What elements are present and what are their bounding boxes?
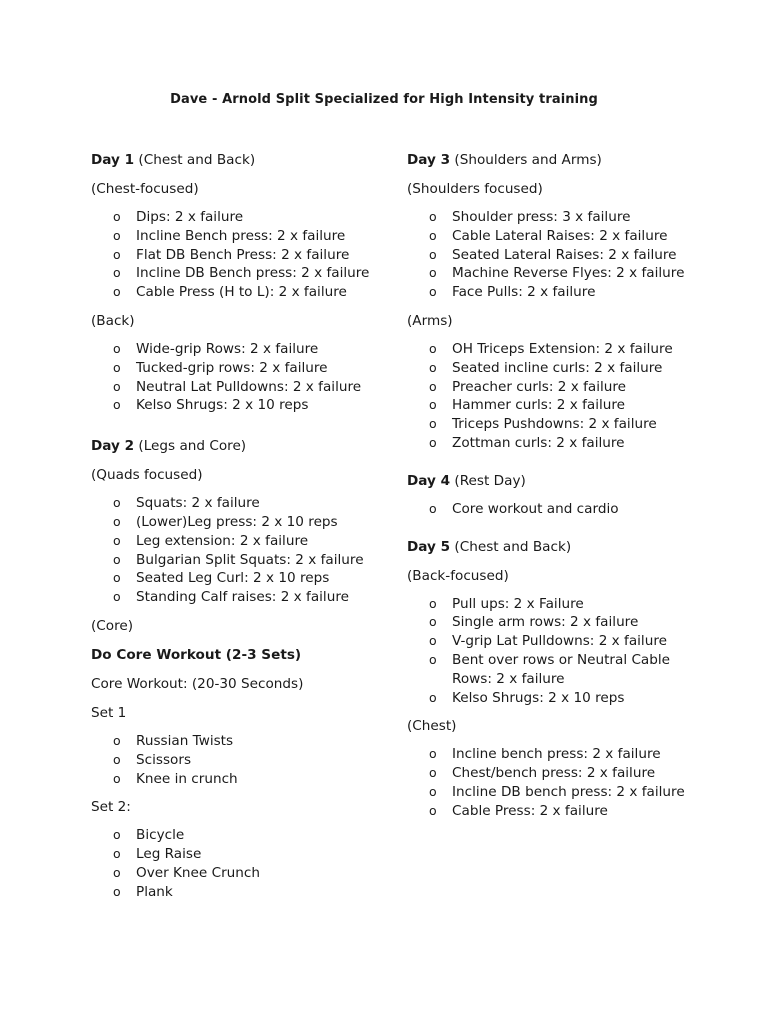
exercise-text: Standing Calf raises: 2 x failure (136, 589, 349, 606)
exercise-item (407, 434, 707, 453)
exercise-text: Flat DB Bench Press: 2 x failure (136, 246, 350, 263)
bullet-icon: o (429, 689, 437, 705)
left-column (91, 150, 391, 902)
bullet-icon: o (429, 265, 437, 281)
exercise-text: Seated incline curls: 2 x failure (452, 359, 663, 376)
bullet-icon: o (429, 651, 437, 667)
exercise-text: Leg Raise (136, 846, 202, 863)
bullet-icon: o (429, 209, 437, 224)
exercise-text: Bulgarian Split Squats: 2 x failure (136, 551, 364, 568)
exercise-list (91, 340, 391, 415)
exercise-item (407, 500, 707, 519)
day-5-heading (407, 537, 707, 557)
exercise-item (91, 208, 391, 227)
exercise-item (407, 227, 707, 246)
exercise-text: Leg extension: 2 x failure (136, 532, 309, 549)
exercise-text: Core workout and cardio (452, 500, 619, 517)
bullet-icon: o (429, 765, 437, 781)
day-3-heading (407, 150, 707, 170)
exercise-item (407, 745, 707, 764)
exercise-item (91, 264, 391, 283)
spacer (407, 519, 707, 537)
bullet-icon: o (113, 265, 121, 281)
exercise-item (91, 751, 391, 770)
bullet-icon: o (113, 359, 121, 375)
exercise-item (91, 883, 391, 902)
spacer (91, 415, 391, 436)
exercise-item (407, 651, 707, 689)
exercise-list (407, 500, 707, 519)
day-label: Day 3 (407, 152, 451, 168)
day-description: (Legs and Core) (134, 438, 247, 455)
section-label: (Back-focused) (407, 567, 509, 584)
bullet-icon: o (429, 500, 437, 516)
bullet-icon: o (429, 359, 437, 375)
bullet-icon: o (113, 532, 121, 548)
day-description: (Shoulders and Arms) (450, 152, 602, 168)
bullet-icon: o (429, 746, 437, 762)
section-label: (Core) (91, 617, 134, 634)
exercise-item (91, 588, 391, 607)
exercise-text: Cable Lateral Raises: 2 x failure (452, 227, 668, 244)
exercise-item (407, 359, 707, 378)
exercise-text: Incline Bench press: 2 x failure (136, 227, 346, 244)
exercise-text: Knee in crunch (136, 770, 238, 787)
bullet-icon: o (113, 551, 121, 567)
exercise-item (91, 494, 391, 513)
exercise-text: Dips: 2 x failure (136, 209, 244, 225)
exercise-item (407, 264, 707, 283)
bullet-icon: o (113, 495, 121, 511)
bullet-icon: o (113, 378, 121, 394)
exercise-item (91, 340, 391, 359)
exercise-item (91, 551, 391, 570)
exercise-item (91, 359, 391, 378)
exercise-item (407, 396, 707, 415)
section-label: (Chest-focused) (91, 181, 199, 197)
day-label: Day 2 (91, 438, 135, 455)
exercise-item (91, 396, 391, 415)
exercise-item (407, 208, 707, 227)
exercise-text: Incline DB bench press: 2 x failure (452, 783, 685, 800)
exercise-text: Triceps Pushdowns: 2 x failure (452, 416, 657, 433)
section-label: (Arms) (407, 312, 453, 329)
bullet-icon: o (113, 751, 121, 767)
exercise-text: Chest/bench press: 2 x failure (452, 765, 656, 782)
exercise-item (407, 595, 707, 614)
exercise-text: Plank (136, 883, 173, 900)
bullet-icon: o (429, 614, 437, 630)
exercise-item (407, 632, 707, 651)
exercise-item (407, 415, 707, 434)
bullet-icon: o (429, 227, 437, 243)
bullet-icon: o (429, 246, 437, 262)
section-label: (Quads focused) (91, 467, 203, 484)
exercise-text: Zottman curls: 2 x failure (452, 434, 625, 451)
bullet-icon: o (113, 227, 121, 243)
exercise-item (407, 246, 707, 265)
exercise-text: Preacher curls: 2 x failure (452, 378, 627, 395)
exercise-item (407, 764, 707, 783)
exercise-list (91, 732, 391, 788)
day-description: (Chest and Back) (134, 152, 256, 168)
exercise-item (91, 864, 391, 883)
exercise-list (407, 340, 707, 453)
exercise-text: Pull ups: 2 x Failure (452, 595, 584, 612)
exercise-text: Hammer curls: 2 x failure (452, 397, 626, 414)
exercise-item (91, 845, 391, 864)
bullet-icon: o (429, 284, 437, 300)
exercise-text: Cable Press: 2 x failure (452, 802, 608, 819)
exercise-item (91, 732, 391, 751)
exercise-text: Bent over rows or Neutral Cable Rows: 2 x failure (452, 651, 671, 687)
exercise-text: Kelso Shrugs: 2 x 10 reps (136, 397, 309, 414)
exercise-text: Seated Leg Curl: 2 x 10 reps (136, 570, 330, 587)
bullet-icon: o (113, 570, 121, 586)
core-workout-line: Core Workout: (20-30 Seconds) (91, 675, 304, 692)
exercise-list (407, 745, 707, 820)
exercise-item (407, 802, 707, 821)
exercise-item (91, 246, 391, 265)
day-1-heading (91, 150, 391, 170)
exercise-item (91, 532, 391, 551)
bullet-icon: o (429, 416, 437, 432)
document-title: Dave - Arnold Split Specialized for High Intensity training (170, 92, 598, 107)
set-label: Set 1 (91, 704, 127, 721)
exercise-item (91, 569, 391, 588)
exercise-text: Seated Lateral Raises: 2 x failure (452, 246, 677, 263)
day-label: Day 5 (407, 538, 451, 555)
bullet-icon: o (113, 827, 121, 843)
exercise-list (407, 595, 707, 708)
day-label: Day 1 (91, 152, 135, 168)
exercise-text: Incline bench press: 2 x failure (452, 746, 661, 763)
exercise-text: Neutral Lat Pulldowns: 2 x failure (136, 378, 362, 395)
core-heading: Do Core Workout (2-3 Sets) (91, 646, 302, 663)
exercise-item (91, 378, 391, 397)
bullet-icon: o (429, 802, 437, 818)
exercise-text: Scissors (136, 751, 192, 768)
exercise-item (91, 227, 391, 246)
exercise-item (407, 283, 707, 302)
bullet-icon: o (429, 434, 437, 450)
exercise-text: Over Knee Crunch (136, 864, 260, 881)
exercise-item (407, 340, 707, 359)
section-label: (Chest) (407, 718, 457, 735)
exercise-item (91, 513, 391, 532)
exercise-text: Tucked-grip rows: 2 x failure (136, 359, 328, 376)
exercise-text: Cable Press (H to L): 2 x failure (136, 284, 347, 301)
section-label: (Back) (91, 312, 135, 329)
exercise-item (407, 613, 707, 632)
bullet-icon: o (113, 246, 121, 262)
bullet-icon: o (113, 284, 121, 300)
bullet-icon: o (429, 633, 437, 649)
bullet-icon: o (429, 340, 437, 356)
bullet-icon: o (113, 846, 121, 862)
spacer (407, 453, 707, 471)
exercise-text: V-grip Lat Pulldowns: 2 x failure (452, 633, 667, 650)
bullet-icon: o (429, 595, 437, 611)
exercise-text: Face Pulls: 2 x failure (452, 284, 596, 301)
exercise-list (91, 826, 391, 901)
exercise-list (91, 494, 391, 607)
exercise-text: Machine Reverse Flyes: 2 x failure (452, 265, 685, 282)
bullet-icon: o (113, 589, 121, 605)
exercise-text: Kelso Shrugs: 2 x 10 reps (452, 689, 625, 706)
day-description: (Chest and Back) (450, 538, 572, 555)
exercise-text: Squats: 2 x failure (136, 495, 260, 512)
bullet-icon: o (113, 770, 121, 786)
exercise-list (407, 208, 707, 302)
bullet-icon: o (113, 513, 121, 529)
exercise-text: Single arm rows: 2 x failure (452, 614, 639, 631)
day-label: Day 4 (407, 472, 451, 489)
bullet-icon: o (429, 378, 437, 394)
right-column (407, 150, 707, 821)
day-description: (Rest Day) (450, 472, 526, 489)
exercise-item (407, 689, 707, 708)
bullet-icon: o (113, 732, 121, 748)
exercise-list (91, 208, 391, 302)
exercise-text: Russian Twists (136, 732, 234, 749)
exercise-item (407, 783, 707, 802)
bullet-icon: o (113, 883, 121, 899)
exercise-item (407, 378, 707, 397)
exercise-text: Shoulder press: 3 x failure (452, 209, 631, 225)
bullet-icon: o (429, 397, 437, 413)
bullet-icon: o (113, 209, 121, 224)
bullet-icon: o (113, 864, 121, 880)
exercise-item (91, 770, 391, 789)
day-2-heading (91, 436, 391, 456)
exercise-item (91, 826, 391, 845)
set-label: Set 2: (91, 799, 131, 816)
exercise-text: OH Triceps Extension: 2 x failure (452, 340, 673, 357)
day-4-heading (407, 471, 707, 491)
bullet-icon: o (429, 783, 437, 799)
exercise-text: Incline DB Bench press: 2 x failure (136, 265, 370, 282)
exercise-item (91, 283, 391, 302)
bullet-icon: o (113, 340, 121, 356)
exercise-text: (Lower)Leg press: 2 x 10 reps (136, 513, 338, 530)
bullet-icon: o (113, 397, 121, 413)
exercise-text: Bicycle (136, 827, 185, 844)
section-label: (Shoulders focused) (407, 181, 543, 197)
exercise-text: Wide-grip Rows: 2 x failure (136, 340, 319, 357)
